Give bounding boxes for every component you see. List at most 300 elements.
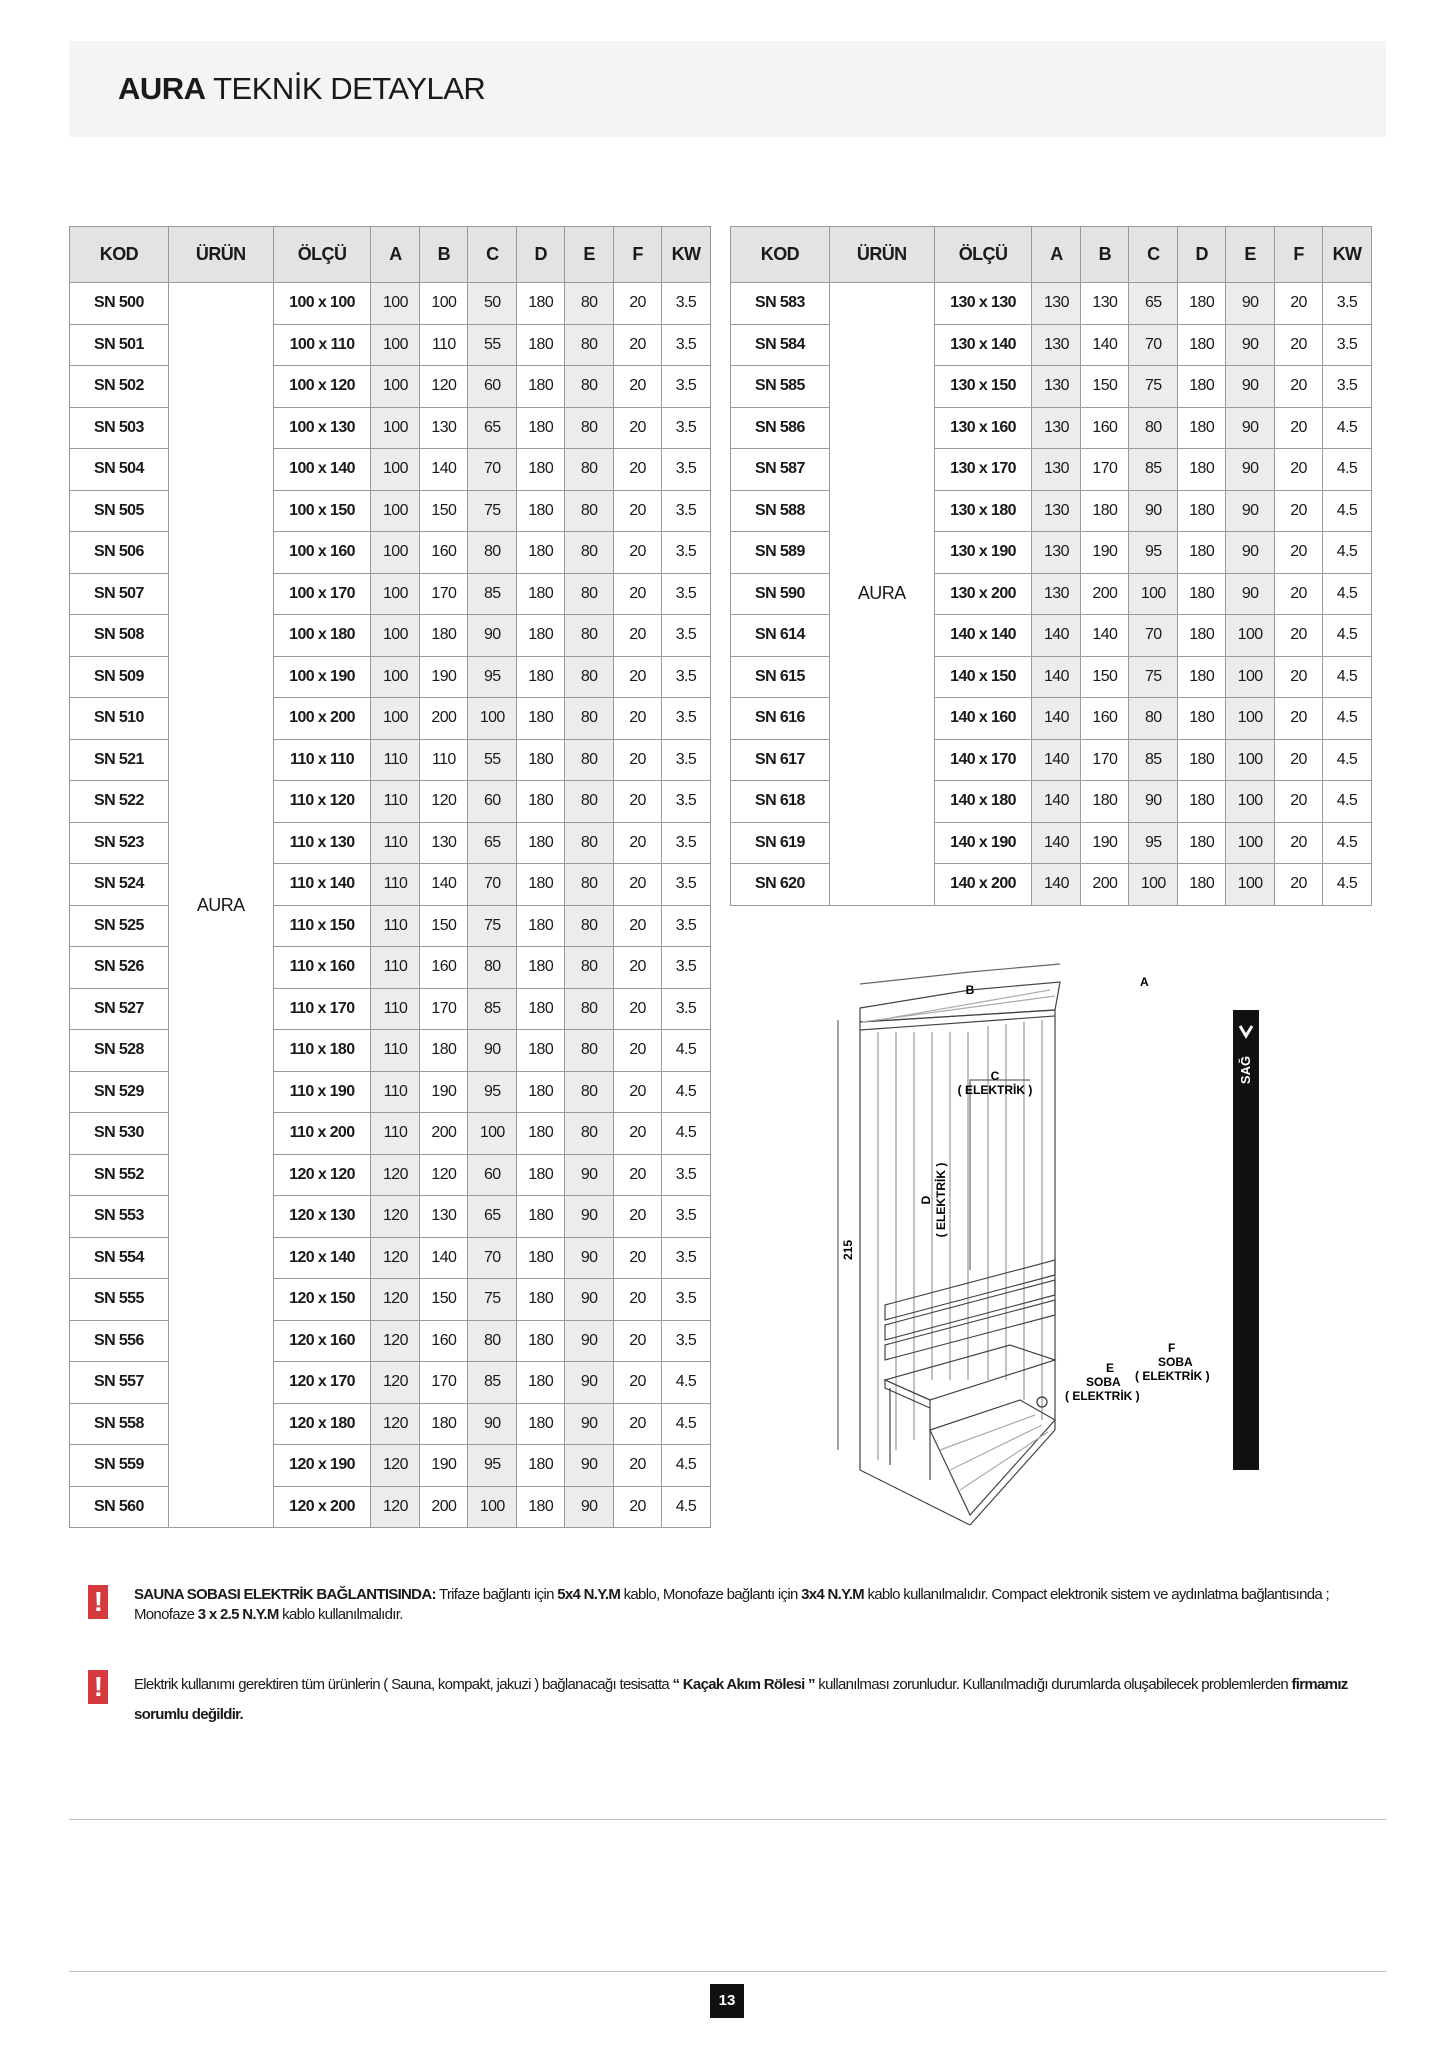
table-cell: 3.5 — [661, 366, 710, 408]
table-cell: 110 x 130 — [273, 822, 371, 864]
table-cell: 100 — [371, 366, 420, 408]
table-cell: 70 — [468, 1237, 517, 1279]
table-cell: 170 — [420, 1362, 468, 1404]
table-cell: SN 585 — [731, 366, 830, 408]
table-cell: 20 — [614, 1445, 662, 1487]
table-cell: 150 — [420, 905, 468, 947]
table-cell: 180 — [1178, 490, 1226, 532]
table-cell: 20 — [614, 324, 662, 366]
table-cell: SN 527 — [70, 988, 169, 1030]
table-cell: 80 — [565, 324, 614, 366]
table-cell: 4.5 — [661, 1113, 710, 1155]
table-cell: 4.5 — [1323, 490, 1372, 532]
table-cell: 90 — [468, 1030, 517, 1072]
table-cell: 3.5 — [661, 615, 710, 657]
table-cell: 130 x 160 — [934, 407, 1032, 449]
table-cell: SN 523 — [70, 822, 169, 864]
table-cell: SN 505 — [70, 490, 169, 532]
table-cell: 20 — [614, 988, 662, 1030]
table-cell: 3.5 — [1323, 324, 1372, 366]
table-cell: 180 — [1178, 532, 1226, 574]
table-cell: 120 x 180 — [273, 1403, 371, 1445]
table-cell: 4.5 — [1323, 739, 1372, 781]
table-cell: SN 589 — [731, 532, 830, 574]
column-header: ÖLÇÜ — [273, 227, 371, 283]
product-name-cell: AURA — [168, 283, 273, 1528]
table-cell: 120 — [371, 1279, 420, 1321]
label-c-sub: ( ELEKTRİK ) — [957, 1083, 1033, 1097]
table-cell: SN 508 — [70, 615, 169, 657]
table-cell: 20 — [1275, 615, 1323, 657]
table-cell: 120 — [371, 1196, 420, 1238]
table-cell: 3.5 — [661, 1279, 710, 1321]
table-cell: 80 — [468, 947, 517, 989]
table-cell: 110 — [371, 1030, 420, 1072]
product-name-cell: AURA — [829, 283, 934, 906]
table-cell: 120 — [371, 1154, 420, 1196]
table-cell: 3.5 — [661, 781, 710, 823]
table-cell: 20 — [614, 1154, 662, 1196]
table-cell: 20 — [1275, 366, 1323, 408]
table-cell: 4.5 — [1323, 449, 1372, 491]
table-cell: 180 — [517, 1030, 565, 1072]
table-cell: 60 — [468, 1154, 517, 1196]
table-cell: 85 — [1129, 449, 1178, 491]
table-cell: 100 — [468, 698, 517, 740]
label-e: E — [1106, 1361, 1115, 1375]
table-cell: 95 — [468, 656, 517, 698]
table-cell: 100 — [1226, 656, 1275, 698]
table-cell: 140 — [1081, 324, 1129, 366]
table-cell: SN 560 — [70, 1486, 169, 1528]
table-row — [70, 407, 711, 449]
table-cell: 100 x 150 — [273, 490, 371, 532]
table-cell: 180 — [517, 573, 565, 615]
table-cell: 3.5 — [661, 532, 710, 574]
table-cell: 120 — [371, 1362, 420, 1404]
table-cell: 180 — [517, 1113, 565, 1155]
table-cell: 3.5 — [661, 283, 710, 325]
table-cell: 180 — [1178, 449, 1226, 491]
table-cell: 20 — [614, 1279, 662, 1321]
header-row — [70, 227, 711, 283]
table-row — [731, 656, 1372, 698]
column-header: KW — [661, 227, 710, 283]
table-cell: 80 — [565, 781, 614, 823]
table-cell: 140 x 180 — [934, 781, 1032, 823]
table-cell: 140 x 170 — [934, 739, 1032, 781]
table-cell: 3.5 — [661, 324, 710, 366]
table-cell: 180 — [517, 1403, 565, 1445]
table-cell: 130 — [1032, 324, 1081, 366]
b: 3 x 2.5 N.Y.M — [197, 1606, 279, 1623]
table-cell: 75 — [468, 490, 517, 532]
column-header: KOD — [731, 227, 830, 283]
table-cell: 160 — [1081, 407, 1129, 449]
table-cell: 130 x 200 — [934, 573, 1032, 615]
table-cell: SN 553 — [70, 1196, 169, 1238]
table-cell: 130 — [1032, 366, 1081, 408]
table-cell: 100 x 100 — [273, 283, 371, 325]
table-cell: SN 502 — [70, 366, 169, 408]
table-cell: 20 — [1275, 739, 1323, 781]
table-cell: 80 — [565, 739, 614, 781]
table-cell: 180 — [420, 1403, 468, 1445]
table-cell: 130 — [420, 822, 468, 864]
table-cell: 4.5 — [1323, 407, 1372, 449]
table-cell: 100 x 130 — [273, 407, 371, 449]
table-cell: 180 — [517, 1362, 565, 1404]
table-row — [731, 739, 1372, 781]
table-cell: SN 522 — [70, 781, 169, 823]
table-cell: 180 — [517, 905, 565, 947]
table-cell: 180 — [517, 1445, 565, 1487]
table-cell: 20 — [614, 615, 662, 657]
table-cell: 180 — [420, 615, 468, 657]
table-cell: 130 — [1081, 283, 1129, 325]
table-cell: 180 — [517, 324, 565, 366]
table-cell: 20 — [614, 490, 662, 532]
column-header: C — [1129, 227, 1178, 283]
table-cell: 200 — [420, 1113, 468, 1155]
table-cell: 180 — [517, 366, 565, 408]
table-cell: 100 x 200 — [273, 698, 371, 740]
table-cell: 130 x 170 — [934, 449, 1032, 491]
table-cell: 3.5 — [661, 1320, 710, 1362]
table-cell: 3.5 — [661, 739, 710, 781]
table-cell: 3.5 — [661, 1237, 710, 1279]
header-row — [731, 227, 1372, 283]
table-cell: 20 — [614, 905, 662, 947]
table-cell: 3.5 — [661, 490, 710, 532]
table-cell: 4.5 — [1323, 698, 1372, 740]
table-cell: 80 — [468, 1320, 517, 1362]
table-cell: 120 x 190 — [273, 1445, 371, 1487]
table-cell: 90 — [1226, 407, 1275, 449]
table-cell: 90 — [1226, 573, 1275, 615]
table-row — [70, 366, 711, 408]
table-cell: 110 — [371, 781, 420, 823]
table-cell: 75 — [1129, 656, 1178, 698]
table-cell: SN 530 — [70, 1113, 169, 1155]
table-cell: 100 — [1226, 698, 1275, 740]
table-cell: 130 x 150 — [934, 366, 1032, 408]
table-cell: 120 — [371, 1445, 420, 1487]
table-cell: 160 — [420, 947, 468, 989]
table-row — [70, 1486, 711, 1528]
table-row — [731, 698, 1372, 740]
table-cell: 90 — [565, 1403, 614, 1445]
table-cell: 3.5 — [661, 1196, 710, 1238]
b: 3x4 N.Y.M — [801, 1586, 864, 1603]
table-cell: 20 — [614, 1403, 662, 1445]
table-cell: 130 x 130 — [934, 283, 1032, 325]
table-cell: 130 x 190 — [934, 532, 1032, 574]
table-cell: 4.5 — [661, 1362, 710, 1404]
table-cell: 3.5 — [661, 905, 710, 947]
table-cell: 180 — [1178, 283, 1226, 325]
table-cell: 180 — [1081, 490, 1129, 532]
table-cell: 100 — [371, 698, 420, 740]
table-cell: 110 x 180 — [273, 1030, 371, 1072]
warning-icon: ! — [88, 1585, 108, 1619]
table-cell: 130 — [1032, 490, 1081, 532]
table-cell: SN 552 — [70, 1154, 169, 1196]
table-cell: 85 — [468, 1362, 517, 1404]
table-cell: 20 — [614, 1320, 662, 1362]
table-cell: 100 — [371, 490, 420, 532]
table-cell: 80 — [565, 864, 614, 906]
table-cell: 75 — [1129, 366, 1178, 408]
table-cell: 140 x 190 — [934, 822, 1032, 864]
table-cell: 110 — [420, 324, 468, 366]
table-cell: 20 — [614, 739, 662, 781]
table-cell: SN 614 — [731, 615, 830, 657]
table-cell: 80 — [1129, 407, 1178, 449]
table-cell: 180 — [1178, 407, 1226, 449]
table-row — [70, 656, 711, 698]
table-cell: 180 — [1178, 864, 1226, 906]
table-cell: 140 x 150 — [934, 656, 1032, 698]
table-cell: 100 — [1226, 864, 1275, 906]
table-cell: SN 509 — [70, 656, 169, 698]
column-header: A — [1032, 227, 1081, 283]
table-cell: SN 620 — [731, 864, 830, 906]
table-cell: 3.5 — [661, 698, 710, 740]
table-cell: 110 x 140 — [273, 864, 371, 906]
label-e-soba: SOBA — [1086, 1375, 1121, 1389]
table-cell: 110 — [371, 905, 420, 947]
table-row — [70, 905, 711, 947]
table-cell: 20 — [614, 1486, 662, 1528]
table-cell: 140 — [1032, 656, 1081, 698]
table-cell: 3.5 — [661, 988, 710, 1030]
table-cell: SN 525 — [70, 905, 169, 947]
column-header: E — [1226, 227, 1275, 283]
table-row — [731, 366, 1372, 408]
label-d-sub: ( ELEKTRİK ) — [934, 1162, 948, 1238]
table-cell: 180 — [517, 490, 565, 532]
table-cell: SN 500 — [70, 283, 169, 325]
table-cell: 110 — [371, 1113, 420, 1155]
table-cell: 110 — [371, 822, 420, 864]
table-cell: 100 x 140 — [273, 449, 371, 491]
table-cell: 180 — [517, 449, 565, 491]
table-cell: 120 x 140 — [273, 1237, 371, 1279]
table-cell: 180 — [517, 947, 565, 989]
table-cell: 100 — [468, 1486, 517, 1528]
table-cell: 100 — [371, 324, 420, 366]
table-cell: 120 — [371, 1237, 420, 1279]
table-cell: 20 — [1275, 822, 1323, 864]
table-cell: 90 — [1226, 324, 1275, 366]
column-header: ÖLÇÜ — [934, 227, 1032, 283]
table-cell: 90 — [565, 1237, 614, 1279]
table-cell: 20 — [614, 1196, 662, 1238]
table-cell: 180 — [1178, 822, 1226, 864]
table-cell: 190 — [420, 1445, 468, 1487]
table-cell: 80 — [565, 407, 614, 449]
table-cell: 110 x 190 — [273, 1071, 371, 1113]
table-cell: 160 — [420, 1320, 468, 1362]
table-cell: 90 — [565, 1362, 614, 1404]
table-cell: 170 — [1081, 449, 1129, 491]
table-cell: 180 — [517, 1154, 565, 1196]
table-cell: 60 — [468, 781, 517, 823]
label-f-sub: ( ELEKTRİK ) — [1135, 1369, 1210, 1383]
table-cell: 100 — [371, 449, 420, 491]
table-cell: 90 — [1226, 366, 1275, 408]
table-row — [70, 1071, 711, 1113]
note-text — [134, 1670, 1384, 1730]
table-cell: 90 — [565, 1445, 614, 1487]
table-cell: 150 — [1081, 656, 1129, 698]
t: kullanılması zorunludur. Kullanılmadığı durumlarda oluşabilecek problemlerden — [814, 1676, 1292, 1693]
column-header: KW — [1323, 227, 1372, 283]
table-cell: 80 — [565, 988, 614, 1030]
warning-icon: ! — [88, 1670, 108, 1704]
table-cell: 100 x 180 — [273, 615, 371, 657]
table-cell: 90 — [468, 1403, 517, 1445]
table-cell: 4.5 — [661, 1445, 710, 1487]
table-cell: 180 — [1178, 739, 1226, 781]
column-header: ÜRÜN — [168, 227, 273, 283]
t: Trifaze bağlantı için — [435, 1586, 558, 1603]
table-cell: 95 — [468, 1071, 517, 1113]
column-header: ÜRÜN — [829, 227, 934, 283]
table-cell: 120 — [371, 1320, 420, 1362]
table-cell: 80 — [565, 947, 614, 989]
table-cell: 180 — [517, 1279, 565, 1321]
table-cell: 4.5 — [1323, 532, 1372, 574]
table-row — [70, 1279, 711, 1321]
table-cell: SN 556 — [70, 1320, 169, 1362]
table-cell: 20 — [1275, 324, 1323, 366]
table-cell: 110 x 110 — [273, 739, 371, 781]
table-cell: 120 x 130 — [273, 1196, 371, 1238]
table-cell: 80 — [565, 490, 614, 532]
column-header: D — [1178, 227, 1226, 283]
table-row — [70, 781, 711, 823]
table-row — [731, 822, 1372, 864]
table-row — [731, 532, 1372, 574]
table-cell: 20 — [1275, 573, 1323, 615]
table-cell: 70 — [468, 864, 517, 906]
table-cell: 120 x 120 — [273, 1154, 371, 1196]
table-cell: SN 583 — [731, 283, 830, 325]
table-cell: 80 — [565, 1113, 614, 1155]
table-cell: 65 — [468, 822, 517, 864]
table-cell: 120 x 200 — [273, 1486, 371, 1528]
table-cell: 4.5 — [1323, 822, 1372, 864]
table-cell: SN 503 — [70, 407, 169, 449]
table-cell: 170 — [1081, 739, 1129, 781]
table-cell: 100 x 190 — [273, 656, 371, 698]
table-cell: 140 — [1032, 615, 1081, 657]
table-cell: 190 — [1081, 822, 1129, 864]
table-cell: 95 — [468, 1445, 517, 1487]
table-cell: 140 — [420, 1237, 468, 1279]
table-cell: 110 — [371, 739, 420, 781]
table-cell: 3.5 — [1323, 366, 1372, 408]
table-cell: 100 — [468, 1113, 517, 1155]
table-cell: 180 — [1178, 615, 1226, 657]
table-cell: 20 — [1275, 283, 1323, 325]
table-cell: 4.5 — [1323, 656, 1372, 698]
column-header: F — [1275, 227, 1323, 283]
label-d: D — [919, 1195, 933, 1205]
label-a: A — [1140, 975, 1149, 989]
table-cell: 150 — [420, 490, 468, 532]
table-cell: 180 — [1178, 656, 1226, 698]
table-cell: 140 — [420, 449, 468, 491]
table-cell: 80 — [468, 532, 517, 574]
table-cell: 140 x 160 — [934, 698, 1032, 740]
table-cell: SN 501 — [70, 324, 169, 366]
table-cell: 80 — [565, 822, 614, 864]
table-cell: SN 559 — [70, 1445, 169, 1487]
table-cell: 130 x 140 — [934, 324, 1032, 366]
table-cell: 65 — [1129, 283, 1178, 325]
table-cell: 130 — [1032, 283, 1081, 325]
table-row — [70, 532, 711, 574]
table-row — [731, 573, 1372, 615]
table-cell: SN 524 — [70, 864, 169, 906]
table-cell: SN 617 — [731, 739, 830, 781]
sauna-diagram — [830, 960, 1270, 1560]
table-cell: 200 — [420, 698, 468, 740]
table-cell: 90 — [565, 1279, 614, 1321]
table-cell: 80 — [565, 532, 614, 574]
table-cell: 90 — [468, 615, 517, 657]
table-cell: 70 — [468, 449, 517, 491]
table-cell: 4.5 — [1323, 615, 1372, 657]
table-cell: 110 x 160 — [273, 947, 371, 989]
column-header: F — [614, 227, 662, 283]
table-cell: 140 — [1032, 864, 1081, 906]
table-cell: 180 — [1178, 324, 1226, 366]
table-cell: 130 — [1032, 532, 1081, 574]
table-cell: 90 — [565, 1486, 614, 1528]
table-cell: SN 526 — [70, 947, 169, 989]
table-cell: 20 — [1275, 698, 1323, 740]
table-cell: 90 — [1226, 283, 1275, 325]
table-row — [70, 449, 711, 491]
table-cell: SN 506 — [70, 532, 169, 574]
table-cell: SN 555 — [70, 1279, 169, 1321]
table-cell: 140 — [1081, 615, 1129, 657]
table-cell: 4.5 — [661, 1030, 710, 1072]
t: Elektrik kullanımı gerektiren tüm ürünlerin ( Sauna, kompakt, jakuzi ) bağlanacağı tesisatta — [134, 1676, 673, 1693]
table-row — [70, 698, 711, 740]
table-cell: 110 — [371, 947, 420, 989]
table-cell: 100 x 120 — [273, 366, 371, 408]
table-row — [731, 864, 1372, 906]
table-cell: 80 — [565, 573, 614, 615]
brand: AURA — [118, 71, 206, 106]
table-cell: 100 — [1226, 739, 1275, 781]
table-cell: SN 587 — [731, 449, 830, 491]
table-cell: SN 504 — [70, 449, 169, 491]
table-cell: 80 — [565, 656, 614, 698]
table-cell: 110 x 150 — [273, 905, 371, 947]
table-cell: 180 — [517, 1486, 565, 1528]
t: kablo kullanılmalıdır. — [278, 1606, 403, 1623]
table-row — [70, 283, 711, 325]
table-cell: SN 507 — [70, 573, 169, 615]
page-number: 13 — [710, 1984, 744, 2018]
label-f-soba: SOBA — [1158, 1355, 1193, 1369]
